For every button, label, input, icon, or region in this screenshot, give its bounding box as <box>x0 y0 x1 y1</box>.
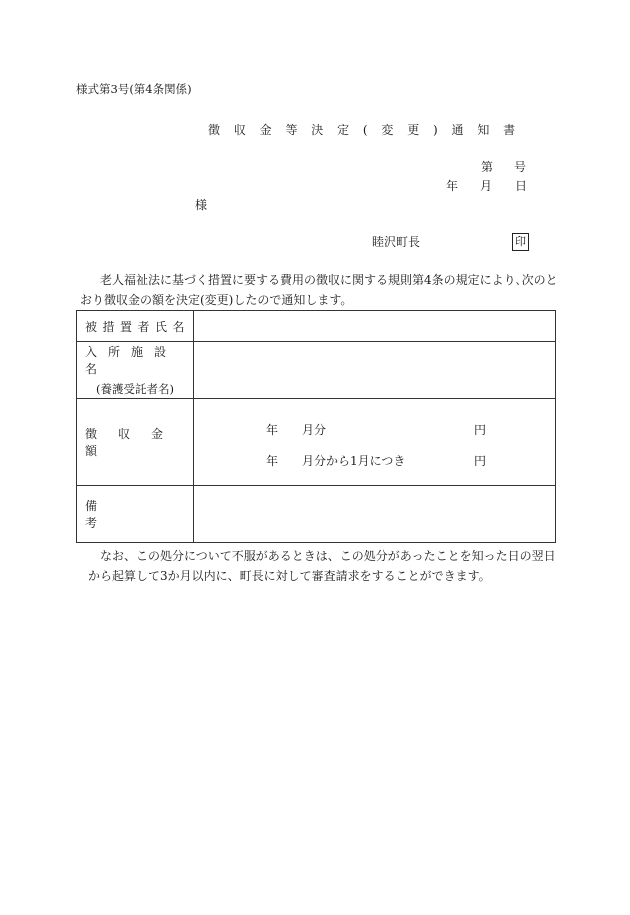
issuer-name: 睦沢町長 <box>372 235 421 249</box>
amount-label-cell <box>77 399 194 486</box>
facility-sub-label: (養護受託者名) <box>96 382 174 396</box>
form-label: 様式第3号(第4条関係) <box>76 82 192 96</box>
intro-line-1: 老人福祉法に基づく措置に要する費用の徴収に関する規則第4条の規定により､次のと <box>100 273 558 287</box>
amount-2-year: 年 <box>266 454 279 468</box>
amount-label: 徴収金額 <box>85 427 185 458</box>
note-line-2: から起算して3か月以内に、町長に対して審査請求をすることができます。 <box>88 569 491 583</box>
seal-stamp: 印 <box>512 233 529 251</box>
number-dai: 第 <box>481 160 494 174</box>
facility-label: 入所施設名 <box>85 345 178 376</box>
date-day: 日 <box>515 179 528 193</box>
intro-line-2: おり徴収金の額を決定(変更)したので通知します。 <box>80 293 353 307</box>
amount-lines <box>194 399 555 485</box>
amount-1-year: 年 <box>266 423 279 437</box>
notice-table <box>76 310 556 543</box>
remarks-value-cell <box>194 486 556 543</box>
amount-1-month: 月分 <box>302 423 327 437</box>
remarks-label-cell <box>77 486 194 543</box>
name-value-cell <box>194 311 556 342</box>
table-row-facility <box>77 342 556 399</box>
date-month: 月 <box>480 179 493 193</box>
table-row-amount <box>77 399 556 486</box>
table-row-remarks <box>77 486 556 543</box>
amount-2-month: 月分から1月につき <box>302 454 406 468</box>
name-label: 被措置者氏名 <box>85 319 191 334</box>
note-line-1: なお、この処分について不服があるときは、この処分があったことを知った日の翌日 <box>100 549 556 563</box>
date-year: 年 <box>446 179 459 193</box>
document-title: 徴 収 金 等 決 定 ( 変 更 ) 通 知 書 <box>208 123 521 137</box>
amount-1-yen: 円 <box>474 423 487 437</box>
appeal-note <box>80 546 560 586</box>
remarks-label: 備考 <box>85 499 170 530</box>
intro-paragraph <box>80 270 560 310</box>
facility-value-cell <box>194 342 556 399</box>
facility-label-cell <box>77 342 194 399</box>
amount-2-yen: 円 <box>474 454 487 468</box>
amount-value-cell <box>194 399 556 486</box>
name-label-cell <box>77 311 194 342</box>
addressee-suffix: 様 <box>195 198 208 212</box>
table-row-name <box>77 311 556 342</box>
number-go: 号 <box>514 160 527 174</box>
